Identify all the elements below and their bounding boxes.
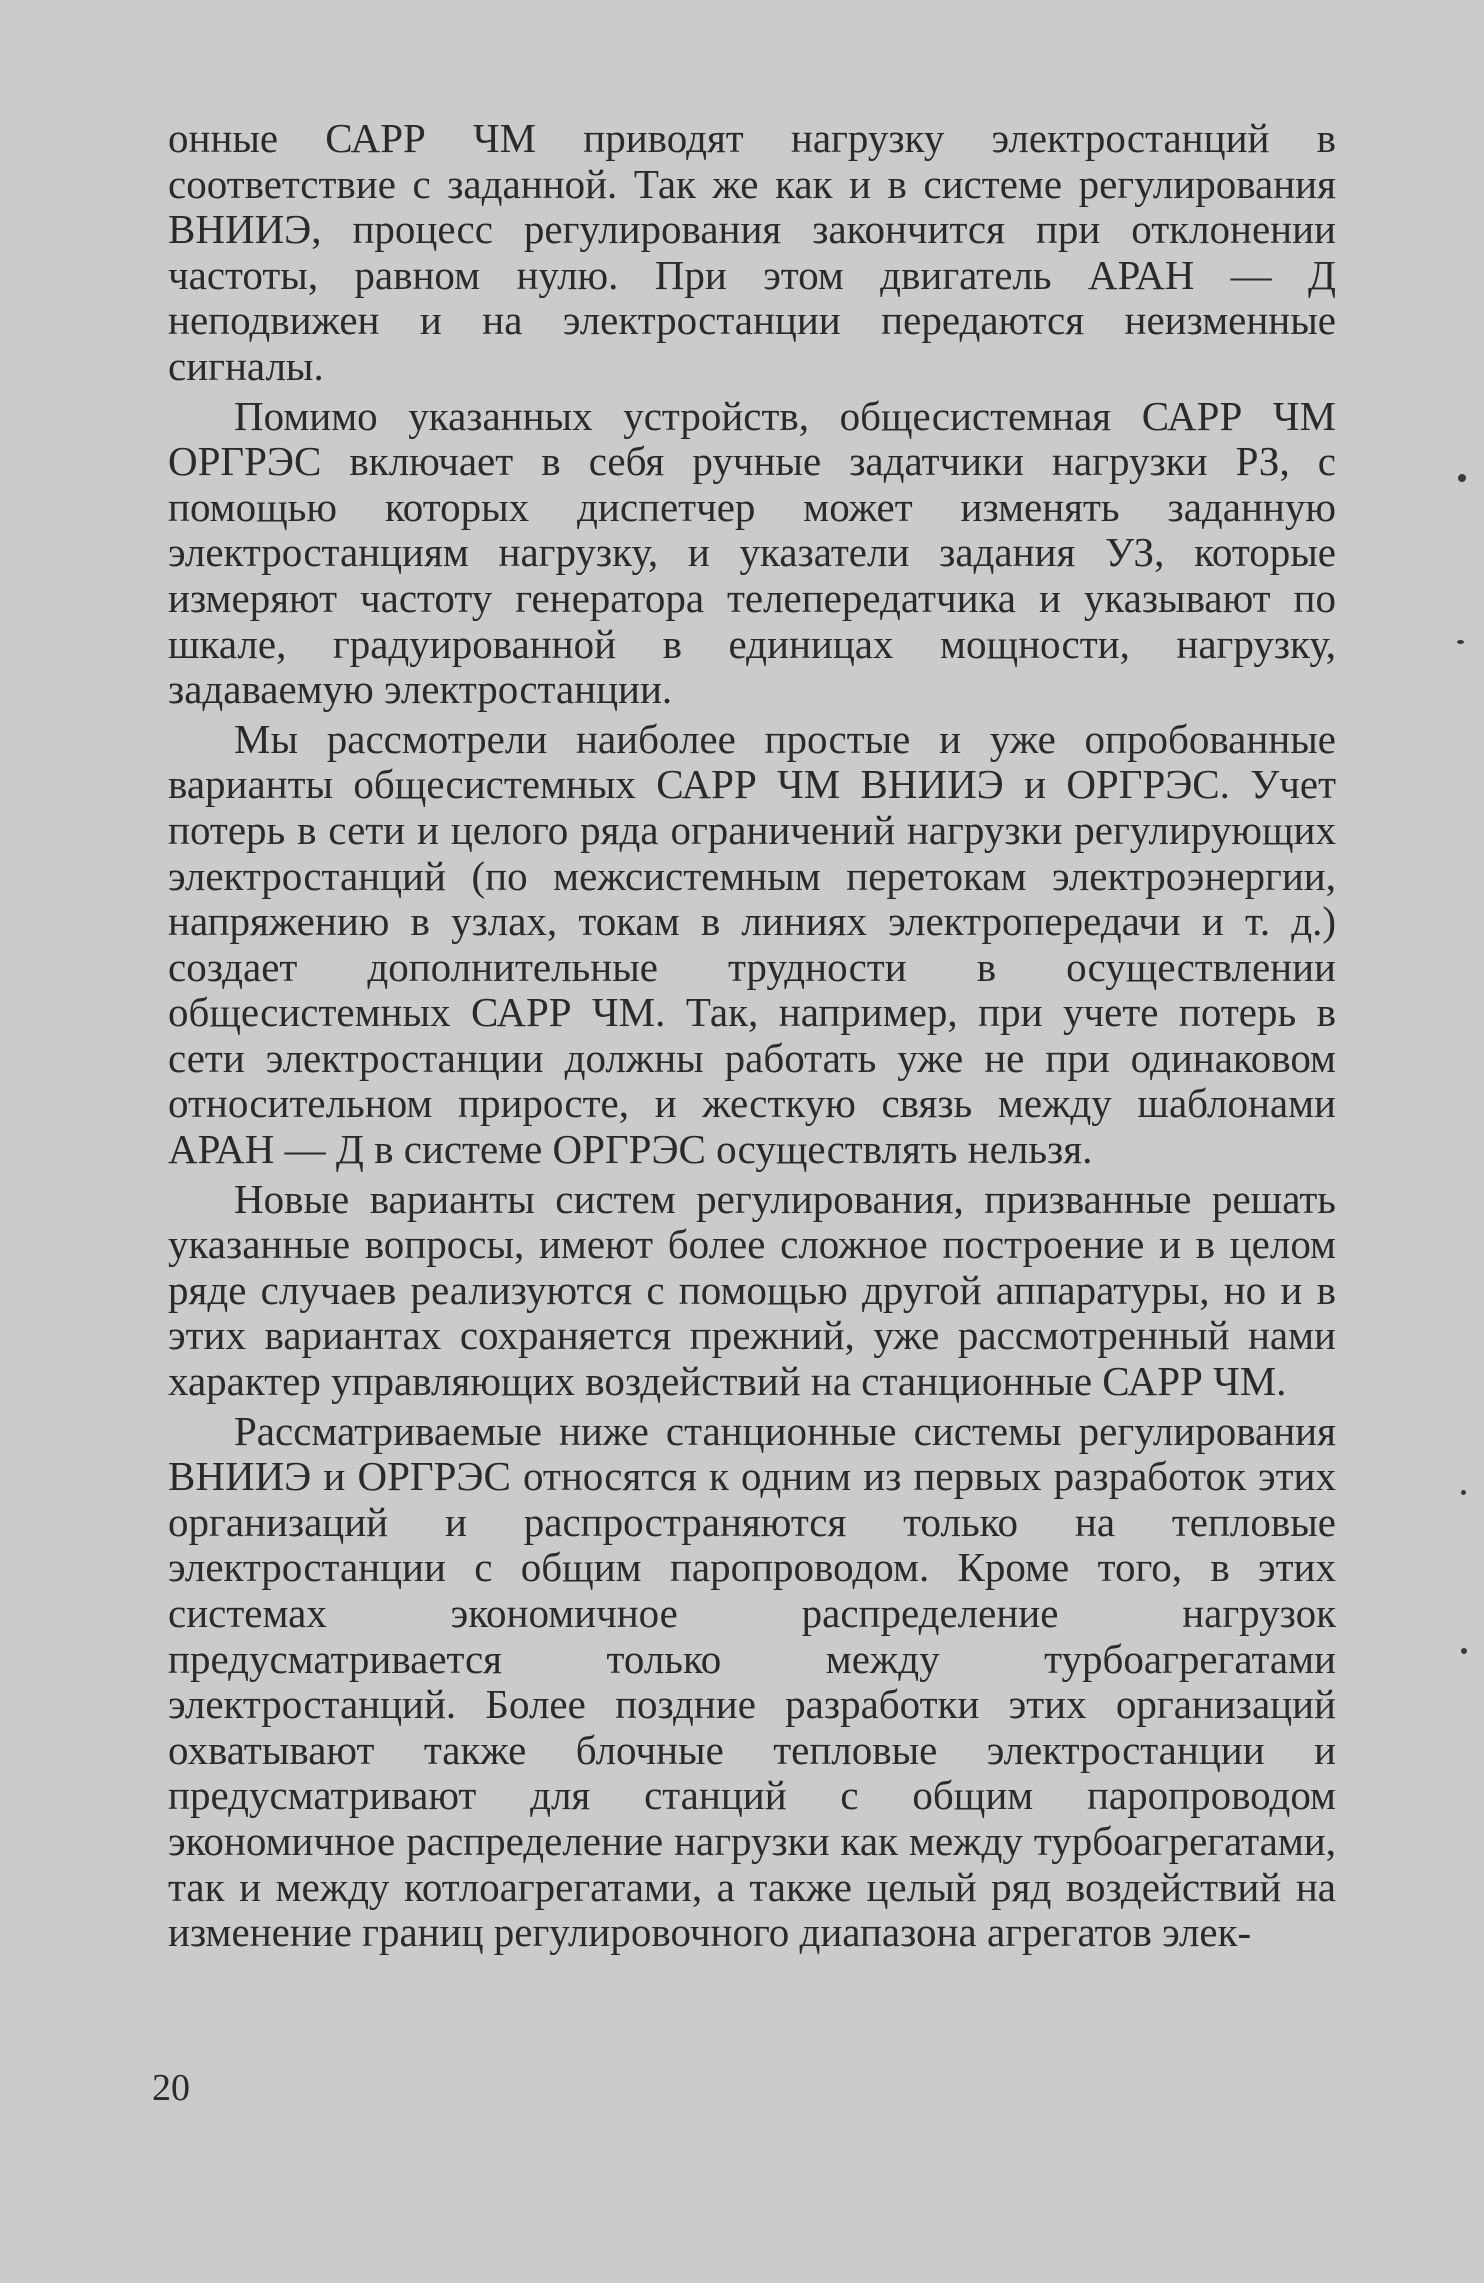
- page-number: 20: [152, 2067, 190, 2109]
- paragraph-2: Помимо указанных устройств, общесистемная САРР ЧМ ОРГРЭС включает в себя ручные задатчики нагрузки РЗ, с помощью которых диспетчер может изменять заданную электростанциям нагрузку, и указатели задания УЗ, которые измеряют частоту генератора телепередатчика и указывают по шкале, градуированной в единицах мощности, нагрузку, задаваемую электростанции.: [168, 392, 1336, 713]
- print-speck: [1457, 640, 1464, 644]
- print-speck: [1461, 1490, 1466, 1495]
- paragraph-5: Рассматриваемые ниже станционные системы регулирования ВНИИЭ и ОРГРЭС относятся к одним из первых разработок этих организаций и распространяются только на тепловые электростанции с общим паропроводом. Кроме того, в этих системах экономичное распределение нагрузок предусматривается только между турбоагрегатами электростанций. Более поздние разработки этих организаций охватывают также блочные тепловые электростанции и предусматривают для станций с общим паропроводом экономичное распределение нагрузки как между турбоагрегатами, так и между котлоагрегатами, а также целый ряд воздействий на изменение границ регулировочного диапазона агрегатов элек-: [168, 1407, 1336, 1956]
- paragraph-4: Новые варианты систем регулирования, призванные решать указанные вопросы, имеют более сложное построение и в целом ряде случаев реализуются с помощью другой аппаратуры, но и в этих вариантах сохраняется прежний, уже рассмотренный нами характер управляющих воздействий на станционные САРР ЧМ.: [168, 1175, 1336, 1405]
- body-text: [168, 116, 1336, 1956]
- paragraph-3: Мы рассмотрели наиболее простые и уже опробованные варианты общесистемных САРР ЧМ ВНИИЭ и ОРГРЭС. Учет потерь в сети и целого ряда ограничений нагрузки регулирующих электростанций (по межсистемным перетокам электроэнергии, напряжению в узлах, токам в линиях электропередачи и т. д.) создает дополнительные трудности в осуществлении общесистемных САРР ЧМ. Так, например, при учете потерь в сети электростанции должны работать уже не при одинаковом относительном приросте, и жесткую связь между шаблонами АРАН — Д в системе ОРГРЭС осуществлять нельзя.: [168, 715, 1336, 1173]
- print-speck: [1461, 1648, 1467, 1654]
- paragraph-1: онные САРР ЧМ приводят нагрузку электростанций в соответствие с заданной. Так же как и в системе регулирования ВНИИЭ, процесс регулирования закончится при отклонении частоты, равном нулю. При этом двигатель АРАН — Д неподвижен и на электростанции передаются неизменные сигналы.: [168, 115, 1336, 389]
- print-speck: [1458, 474, 1466, 482]
